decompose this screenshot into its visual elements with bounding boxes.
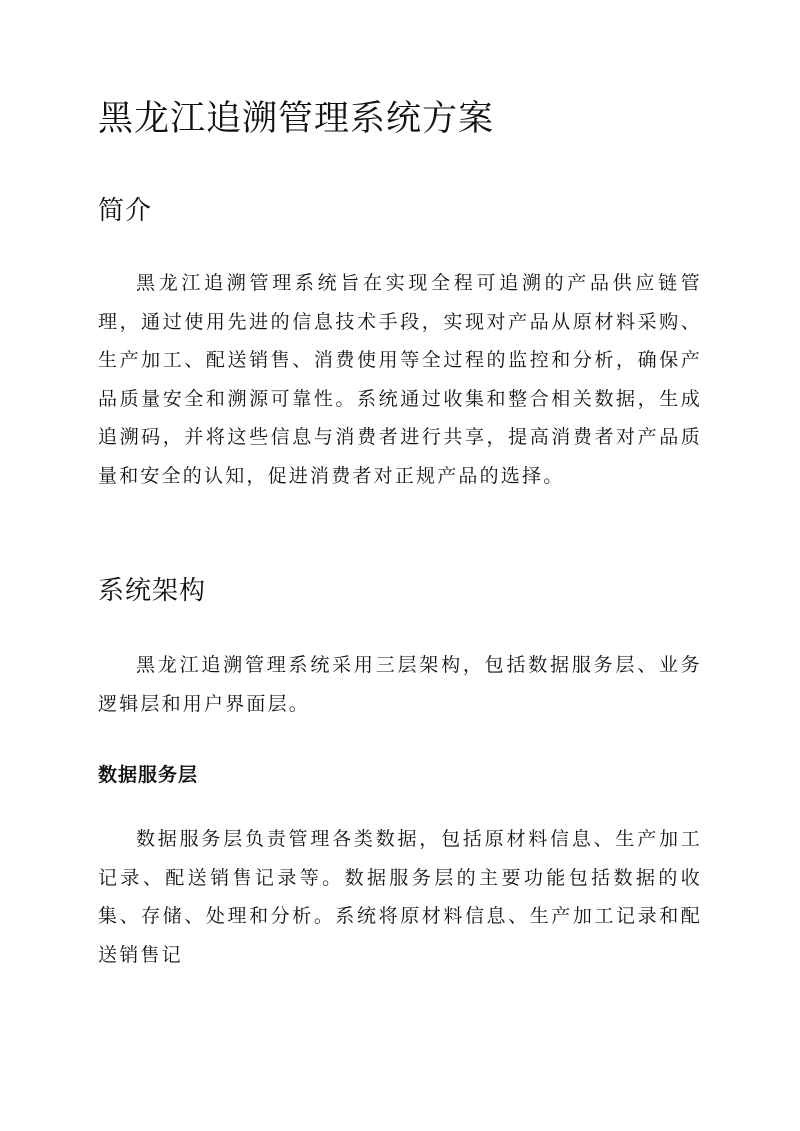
data-service-paragraph: 数据服务层负责管理各类数据，包括原材料信息、生产加工记录、配送销售记录等。数据服务层的主要功能包括数据的收集、存储、处理和分析。系统将原材料信息、生产加工记录和配送销售记 xyxy=(98,828,702,966)
architecture-paragraph: 黑龙江追溯管理系统采用三层架构，包括数据服务层、业务逻辑层和用户界面层。 xyxy=(98,654,702,715)
section-heading-architecture: 系统架构 xyxy=(98,576,207,606)
subsection-heading-data-service: 数据服务层 xyxy=(98,764,199,786)
section-heading-intro: 简介 xyxy=(98,196,153,226)
intro-paragraph: 黑龙江追溯管理系统旨在实现全程可追溯的产品供应链管理，通过使用先进的信息技术手段，实现对产品从原材料采购、生产加工、配送销售、消费使用等全过程的监控和分析，确保产品质量安全和溯源可靠性。系统通过收集和整合相关数据，生成追溯码，并将这些信息与消费者进行共享，提高消费者对产品质量和安全的认知，促进消费者对正规产品的选择。 xyxy=(98,272,702,487)
document-title: 黑龙江追溯管理系统方案 xyxy=(98,99,495,139)
